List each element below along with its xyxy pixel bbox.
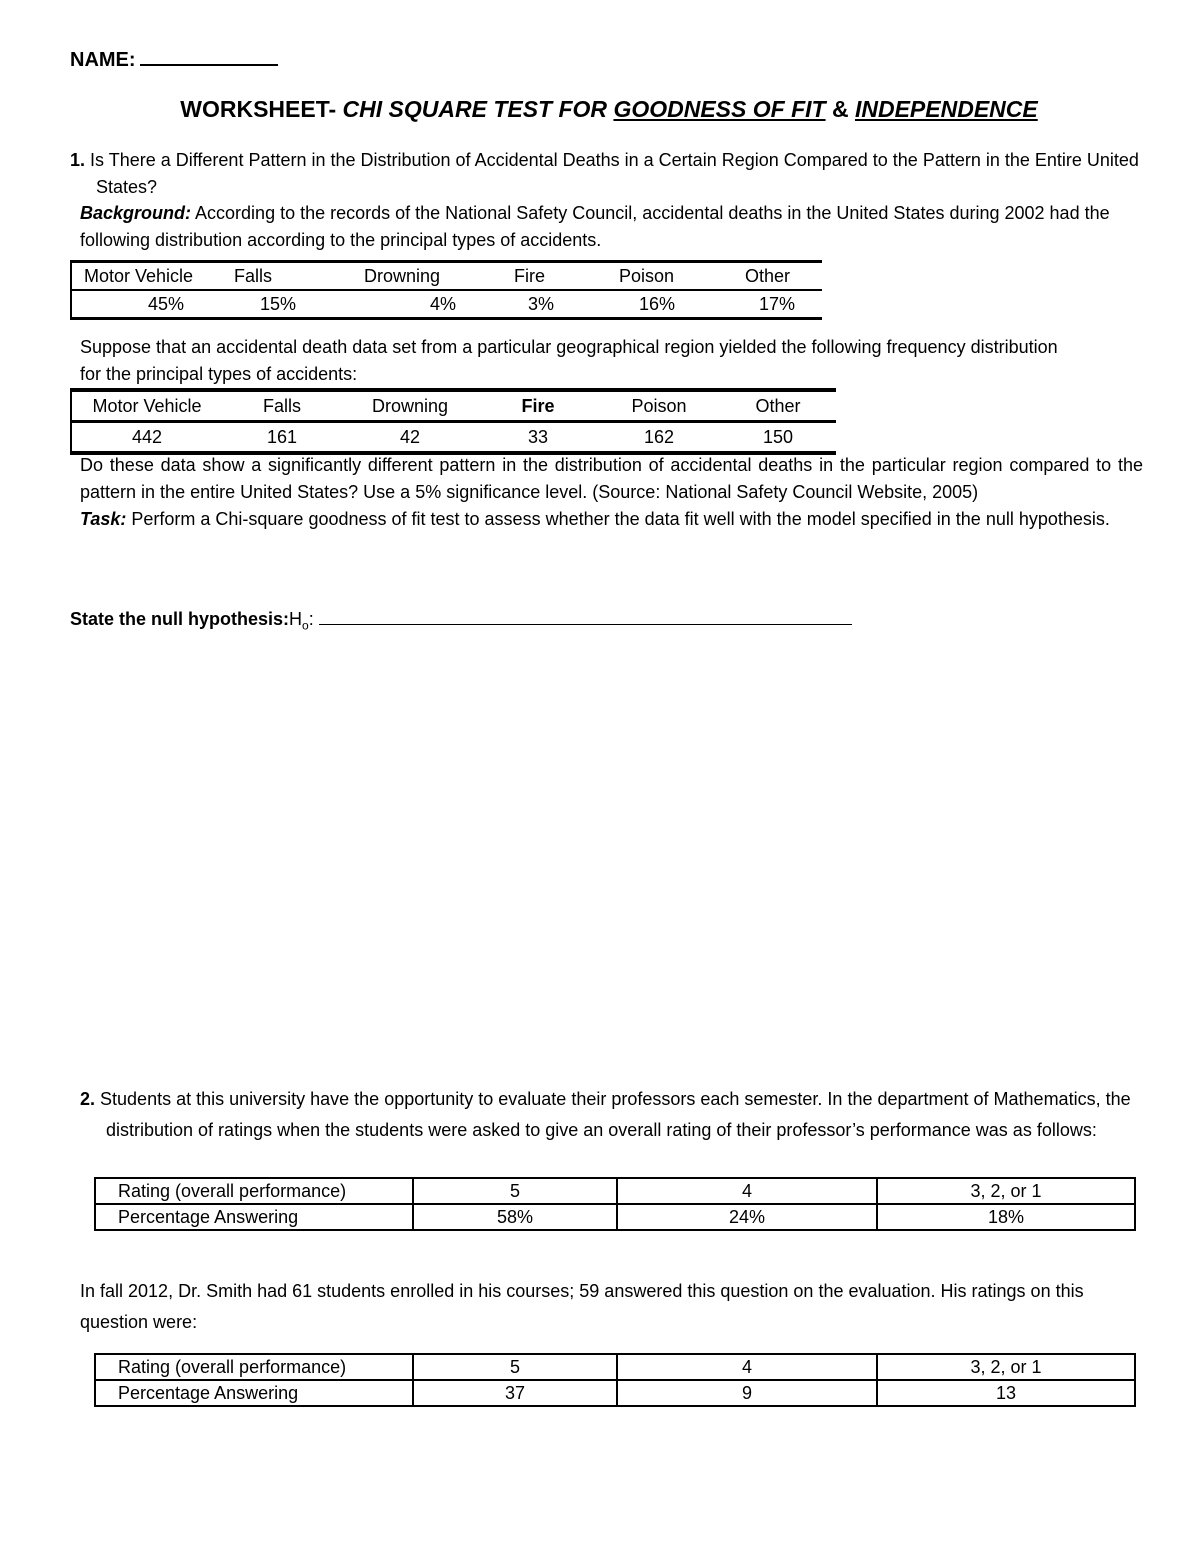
t1-header: Motor Vehicle	[71, 262, 234, 291]
t1-cell: 16%	[639, 293, 676, 314]
null-label: State the null hypothesis:	[70, 609, 290, 629]
t3-cell: 58%	[413, 1204, 617, 1230]
t4-cell: 4	[617, 1354, 877, 1380]
name-blank[interactable]	[140, 46, 278, 66]
t4-cell: 37	[413, 1380, 617, 1406]
t2-cell: 150	[721, 422, 835, 454]
t3-cell: Percentage Answering	[95, 1204, 413, 1230]
t1-cell: 3%	[528, 293, 555, 314]
t1-header: Other	[745, 262, 822, 291]
t3-cell: 24%	[617, 1204, 877, 1230]
t4-cell: 5	[413, 1354, 617, 1380]
question-1	[70, 147, 1150, 201]
null-colon: :	[308, 609, 314, 629]
region-frequency-table	[70, 388, 836, 455]
q1-question-text: Do these data show a significantly different pattern in the distribution of accidental deaths in the particular region compared to the pattern in the entire United States? Use a 5% significance level. (Source: National Safety Council Website, 2005)	[80, 455, 1143, 502]
t1-header: Falls	[234, 262, 364, 291]
t3-cell: 4	[617, 1178, 877, 1204]
us-distribution-table	[70, 260, 822, 320]
title-italic: CHI SQUARE TEST FOR	[342, 96, 608, 122]
background-text: According to the records of the National Safety Council, accidental deaths in the United States during 2002 had the following distribution according to the principal types of accidents.	[80, 203, 1110, 250]
t2-header: Fire	[479, 390, 597, 422]
null-subscript: o	[302, 618, 309, 633]
t1-cell: 4%	[430, 293, 457, 314]
t4-cell: Percentage Answering	[95, 1380, 413, 1406]
t1-header: Fire	[514, 262, 619, 291]
title-amp: &	[831, 96, 849, 122]
name-label: NAME:	[70, 49, 136, 71]
dr-smith-ratings-table	[94, 1353, 1136, 1407]
page-title	[0, 96, 1200, 123]
null-hypothesis	[70, 606, 852, 633]
t2-cell: 42	[341, 422, 479, 454]
q2-fall-text: In fall 2012, Dr. Smith had 61 students enrolled in his courses; 59 answered this question on the evaluation. His ratings on this question were:	[80, 1281, 1084, 1332]
t2-header: Drowning	[341, 390, 479, 422]
t2-header: Poison	[597, 390, 721, 422]
t1-header: Poison	[619, 262, 745, 291]
t2-cell: 162	[597, 422, 721, 454]
title-gof: GOODNESS OF FIT	[613, 96, 826, 122]
null-symbol: H	[289, 609, 303, 629]
t1-cell: 45%	[148, 293, 185, 314]
q2-number: 2.	[80, 1089, 96, 1109]
t4-cell: 9	[617, 1380, 877, 1406]
t2-header: Falls	[223, 390, 341, 422]
task-text: Perform a Chi-square goodness of fit test to assess whether the data fit well with the model specified in the null hypothesis.	[131, 509, 1110, 529]
q1-question-body	[80, 452, 1143, 533]
title-prefix: WORKSHEET-	[180, 96, 337, 122]
t4-cell: 3, 2, or 1	[877, 1354, 1135, 1380]
q1-number: 1.	[70, 150, 86, 170]
background-label: Background:	[80, 203, 192, 223]
title-independence: INDEPENDENCE	[854, 96, 1038, 122]
null-hypothesis-blank[interactable]	[319, 606, 852, 625]
department-ratings-table	[94, 1177, 1136, 1231]
t2-cell: 161	[223, 422, 341, 454]
task-label: Task:	[80, 509, 127, 529]
q1-question: Is There a Different Pattern in the Distribution of Accidental Deaths in a Certain Region Compared to the Pattern in the Entire United States?	[90, 150, 1139, 197]
t3-cell: 18%	[877, 1204, 1135, 1230]
t4-cell: Rating (overall performance)	[95, 1354, 413, 1380]
t3-cell: 3, 2, or 1	[877, 1178, 1135, 1204]
name-field	[70, 46, 278, 72]
t2-cell: 33	[479, 422, 597, 454]
q1-background	[80, 200, 1150, 254]
q2-text: Students at this university have the opportunity to evaluate their professors each semester. In the department of Mathematics, the distribution of ratings when the students were asked to give an overall rating of their professor’s performance was as follows:	[100, 1089, 1131, 1140]
t2-cell: 442	[71, 422, 223, 454]
q1-suppose-text: Suppose that an accidental death data set from a particular geographical region yielded the following frequency distribution for the principal types of accidents:	[80, 337, 1058, 384]
t2-header: Other	[721, 390, 835, 422]
t1-cell: 15%	[260, 293, 297, 314]
t1-header: Drowning	[364, 262, 514, 291]
t4-cell: 13	[877, 1380, 1135, 1406]
t1-cell: 17%	[759, 293, 796, 314]
t3-cell: Rating (overall performance)	[95, 1178, 413, 1204]
t2-header: Motor Vehicle	[71, 390, 223, 422]
t3-cell: 5	[413, 1178, 617, 1204]
question-2	[80, 1084, 1140, 1146]
